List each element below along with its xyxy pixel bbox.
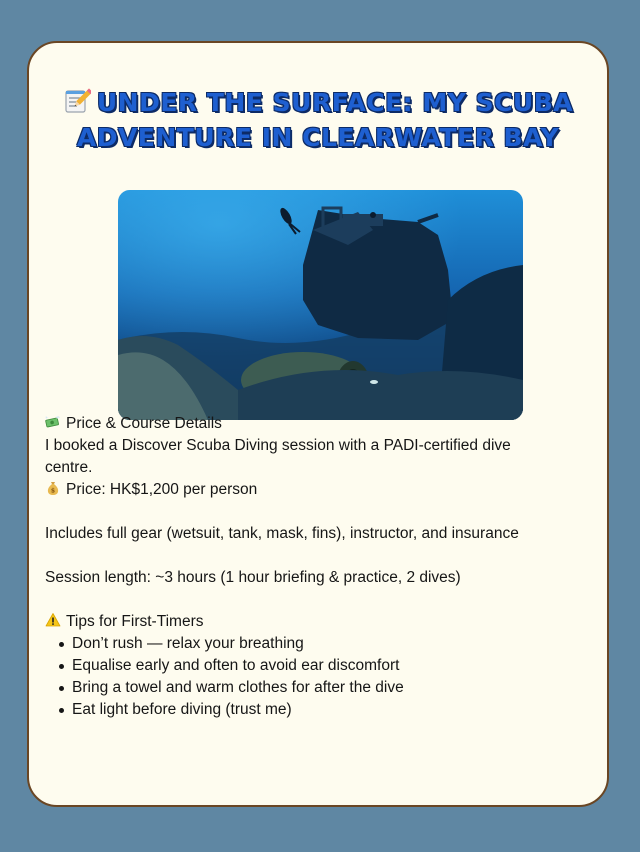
money-bag-icon — [45, 480, 61, 496]
list-item: Don’t rush — relax your breathing — [72, 633, 545, 655]
tips-section-heading: Tips for First-Timers — [45, 611, 545, 633]
tips-list — [45, 633, 545, 721]
list-item: Equalise early and often to avoid ear discomfort — [72, 655, 545, 677]
price-section-heading: Price & Course Details — [45, 413, 545, 435]
memo-icon — [63, 86, 91, 114]
svg-text:$: $ — [50, 487, 56, 495]
list-item: Eat light before diving (trust me) — [72, 699, 545, 721]
price-section-intro: I booked a Discover Scuba Diving session with a PADI-certified dive centre. — [45, 437, 511, 476]
shipwreck-photo — [118, 190, 523, 420]
includes-line: Includes full gear (wetsuit, tank, mask, fins), instructor, and insurance — [45, 525, 519, 542]
post-title: UNDER THE SURFACE: MY SCUBA ADVENTURE IN CLEARWATER BAY — [59, 85, 577, 155]
list-item: Bring a towel and warm clothes for after the dive — [72, 677, 545, 699]
money-with-wings-icon — [45, 414, 61, 430]
warning-icon — [45, 612, 61, 628]
post-body — [45, 413, 545, 721]
price-line: $ Price: HK$1,200 per person — [45, 479, 545, 501]
session-length-line: Session length: ~3 hours (1 hour briefing & practice, 2 dives) — [45, 569, 461, 586]
